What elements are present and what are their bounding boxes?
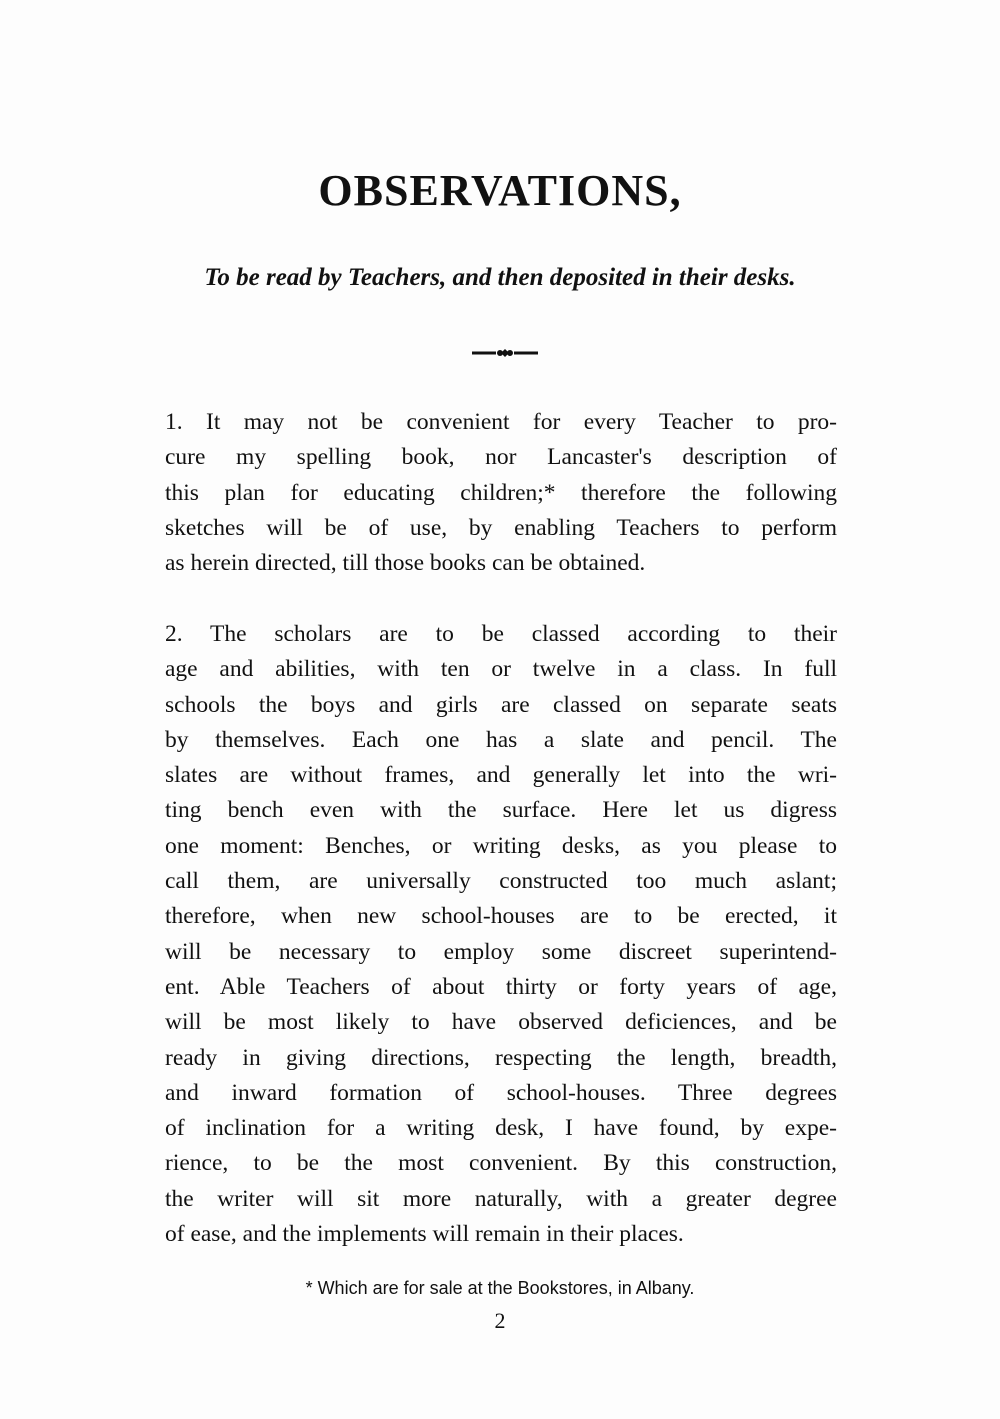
paragraph-1 xyxy=(165,405,837,581)
paragraph-2-line: rience, to be the most convenient. By this construction, xyxy=(165,1150,837,1177)
paragraph-2-line: by themselves. Each one has a slate and pencil. The xyxy=(165,726,837,753)
footnote: * Which are for sale at the Bookstores, in Albany. xyxy=(305,1278,695,1298)
paragraph-2-line: age and abilities, with ten or twelve in a class. In full xyxy=(165,656,837,683)
paragraph-2-line: the writer will sit more naturally, with a greater degree xyxy=(165,1185,837,1212)
page-title: OBSERVATIONS, xyxy=(318,166,682,215)
page-subtitle: To be read by Teachers, and then deposited in their desks. xyxy=(204,264,796,291)
paragraph-2-line: ting bench even with the surface. Here let us digress xyxy=(165,797,837,824)
paragraph-1-line: this plan for educating children;* therefore the following xyxy=(165,479,837,506)
paragraph-2-line: of inclination for a writing desk, I have found, by expe- xyxy=(165,1115,837,1142)
paragraph-2-line: ent. Able Teachers of about thirty or forty years of age, xyxy=(165,973,837,1000)
paragraph-2-line: 2. The scholars are to be classed according to their xyxy=(165,621,837,647)
paragraph-2-line: ready in giving directions, respecting the length, breadth, xyxy=(165,1044,837,1071)
paragraph-2-line: one moment: Benches, or writing desks, as you please to xyxy=(165,832,837,859)
page-number: 2 xyxy=(494,1308,506,1333)
paragraph-2-line: will be necessary to employ some discreet superintend- xyxy=(165,938,837,965)
paragraph-1-line: 1. It may not be convenient for every Teacher to pro- xyxy=(165,409,837,435)
paragraph-1-line: sketches will be of use, by enabling Teachers to perform xyxy=(165,514,837,541)
paragraph-2-line: will be most likely to have observed deficiences, and be xyxy=(165,1009,837,1036)
paragraph-2-line: of ease, and the implements will remain in their places. xyxy=(165,1221,684,1248)
paragraph-1-line: cure my spelling book, nor Lancaster's description of xyxy=(165,444,837,471)
paragraph-2 xyxy=(165,617,837,1252)
paragraph-2-line: slates are without frames, and generally let into the wri- xyxy=(165,762,837,789)
paragraph-2-line: call them, are universally constructed too much aslant; xyxy=(165,868,837,895)
ornament-divider-icon xyxy=(470,348,540,358)
paragraph-2-line: schools the boys and girls are classed on separate seats xyxy=(165,691,837,718)
paragraph-2-line: and inward formation of school-houses. Three degrees xyxy=(165,1079,837,1106)
paragraph-2-line: therefore, when new school-houses are to be erected, it xyxy=(165,903,837,930)
paragraph-1-line: as herein directed, till those books can be obtained. xyxy=(165,550,646,577)
